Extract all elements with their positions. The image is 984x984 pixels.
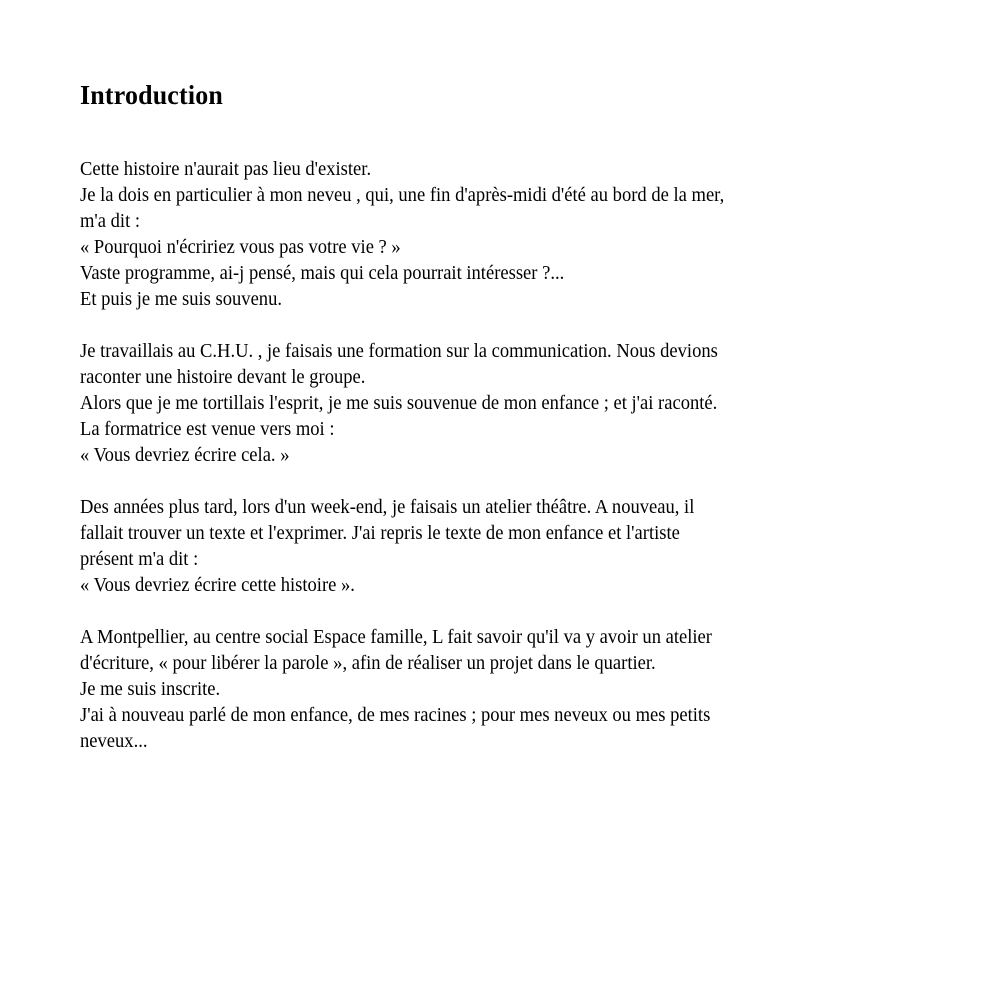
quote-line: « Pourquoi n'écririez vous pas votre vie ? » — [80, 236, 401, 258]
text-line: A Montpellier, au centre social Espace famille, L fait savoir qu'il va y avoir un atelier — [80, 626, 712, 648]
text-line: J'ai à nouveau parlé de mon enfance, de mes racines ; pour mes neveux ou mes petits — [80, 704, 711, 726]
text-line: m'a dit : — [80, 210, 141, 232]
text-line: neveux... — [80, 730, 148, 752]
text-line: La formatrice est venue vers moi : — [80, 418, 335, 440]
quote-line: « Vous devriez écrire cela. » — [80, 444, 290, 466]
text-line: d'écriture, « pour libérer la parole », afin de réaliser un projet dans le quartier. — [80, 652, 656, 674]
text-line: Je me suis inscrite. — [80, 678, 221, 700]
page-title: Introduction — [80, 80, 223, 110]
text-line: Je la dois en particulier à mon neveu , qui, une fin d'après-midi d'été au bord de la mer, — [80, 184, 725, 206]
text-line: présent m'a dit : — [80, 548, 199, 570]
text-line: Alors que je me tortillais l'esprit, je me suis souvenue de mon enfance ; et j'ai raconté. — [80, 392, 718, 414]
document-body — [80, 156, 980, 780]
paragraph-2 — [80, 338, 980, 468]
paragraph-3 — [80, 494, 980, 598]
text-line: Cette histoire n'aurait pas lieu d'exister. — [80, 158, 372, 180]
text-line: Je travaillais au C.H.U. , je faisais une formation sur la communication. Nous devions — [80, 340, 718, 362]
text-line: Vaste programme, ai-j pensé, mais qui cela pourrait intéresser ?... — [80, 262, 565, 284]
text-line: raconter une histoire devant le groupe. — [80, 366, 366, 388]
text-line: Des années plus tard, lors d'un week-end, je faisais un atelier théâtre. A nouveau, il — [80, 496, 695, 518]
text-line: fallait trouver un texte et l'exprimer. J'ai repris le texte de mon enfance et l'artiste — [80, 522, 680, 544]
quote-line: « Vous devriez écrire cette histoire ». — [80, 574, 355, 596]
paragraph-4 — [80, 624, 980, 754]
paragraph-1 — [80, 156, 980, 312]
text-line: Et puis je me suis souvenu. — [80, 288, 283, 310]
